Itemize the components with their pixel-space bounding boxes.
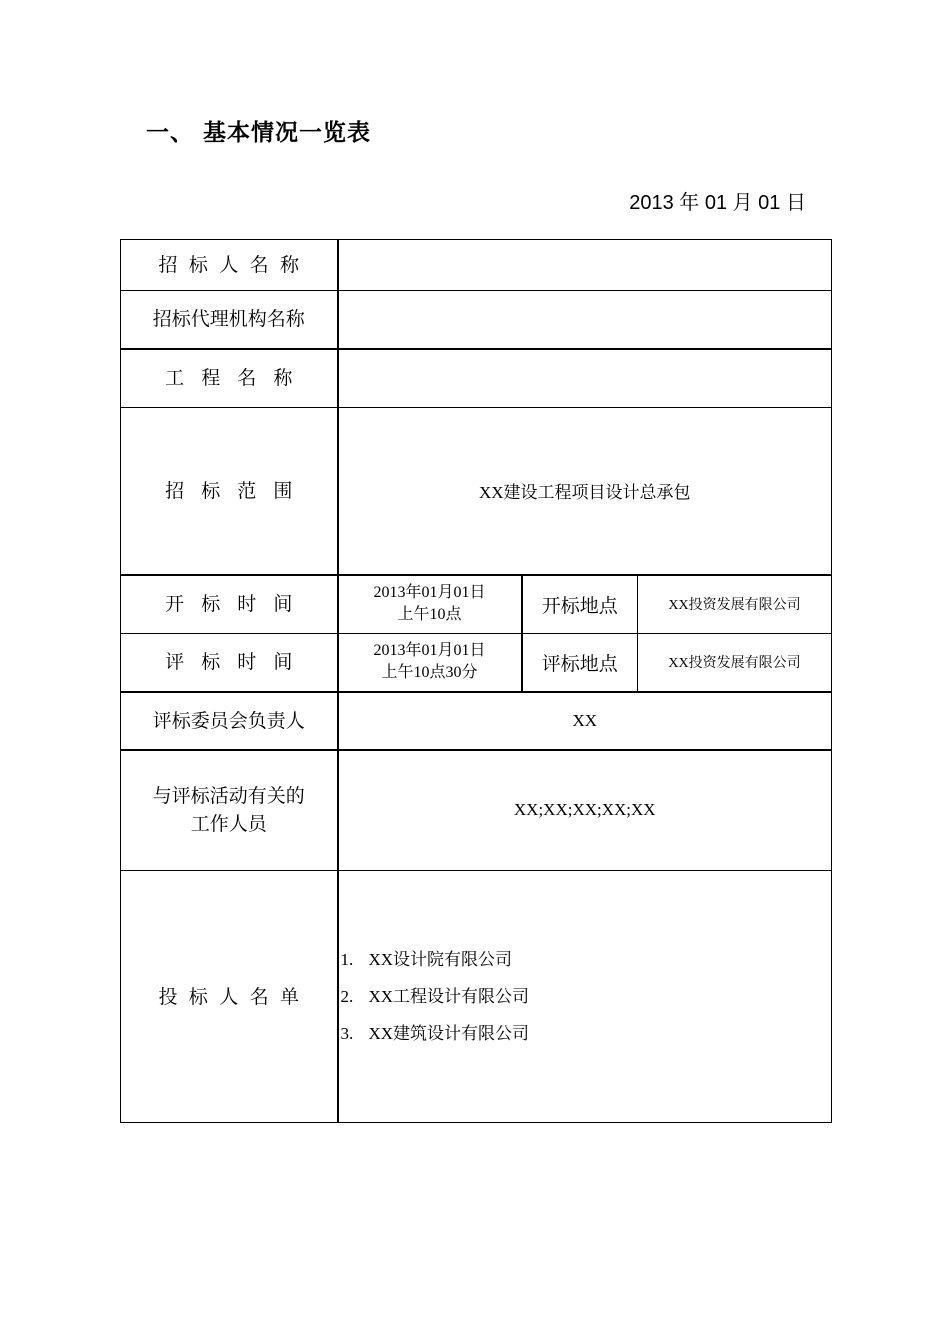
staff-value: XX;XX;XX;XX;XX	[338, 750, 832, 871]
project-label: 工程名称	[121, 349, 338, 408]
evaluation-hour: 上午10点30分	[381, 664, 478, 682]
row-staff	[121, 750, 832, 871]
opening-place-label: 开标地点	[522, 575, 638, 634]
tenderer-value	[338, 240, 832, 291]
list-item: 1. XX设计院有限公司	[340, 950, 513, 969]
bidders-label: 投标人名单	[121, 871, 338, 1123]
bidder-list	[339, 941, 832, 1052]
committee-head-value: XX	[338, 692, 832, 750]
evaluation-time-value	[338, 634, 522, 692]
basic-info-table	[120, 239, 832, 1123]
staff-label	[121, 750, 338, 871]
evaluation-time-label: 评标时间	[121, 634, 338, 692]
page-title: 一、 基本情况一览表	[146, 119, 372, 146]
row-committee-head	[121, 692, 832, 750]
row-opening	[121, 575, 832, 634]
row-tenderer	[121, 240, 832, 291]
scope-label: 招标范围	[121, 408, 338, 575]
document-date: 2013 年 01 月 01 日	[629, 192, 806, 214]
agency-label: 招标代理机构名称	[121, 291, 338, 349]
list-item: 3. XX建筑设计有限公司	[340, 1024, 530, 1043]
opening-time-label: 开标时间	[121, 575, 338, 634]
project-value	[338, 349, 832, 408]
committee-head-label: 评标委员会负责人	[121, 692, 338, 750]
staff-label-line2: 工作人员	[190, 813, 267, 836]
row-agency	[121, 291, 832, 349]
opening-hour: 上午10点	[397, 606, 462, 624]
opening-place-value: XX投资发展有限公司	[638, 575, 832, 634]
agency-value	[338, 291, 832, 349]
row-bidders	[121, 871, 832, 1123]
opening-time-value	[338, 575, 522, 634]
row-evaluation	[121, 634, 832, 692]
evaluation-place-value: XX投资发展有限公司	[638, 634, 832, 692]
list-item: 2. XX工程设计有限公司	[340, 987, 530, 1006]
tenderer-label: 招标人名称	[121, 240, 338, 291]
bidders-value	[338, 871, 832, 1123]
opening-date: 2013年01月01日	[373, 584, 486, 602]
evaluation-date: 2013年01月01日	[373, 642, 486, 660]
staff-label-line1: 与评标活动有关的	[152, 785, 305, 808]
scope-value: XX建设工程项目设计总承包	[338, 408, 832, 575]
row-scope	[121, 408, 832, 575]
evaluation-place-label: 评标地点	[522, 634, 638, 692]
row-project	[121, 349, 832, 408]
